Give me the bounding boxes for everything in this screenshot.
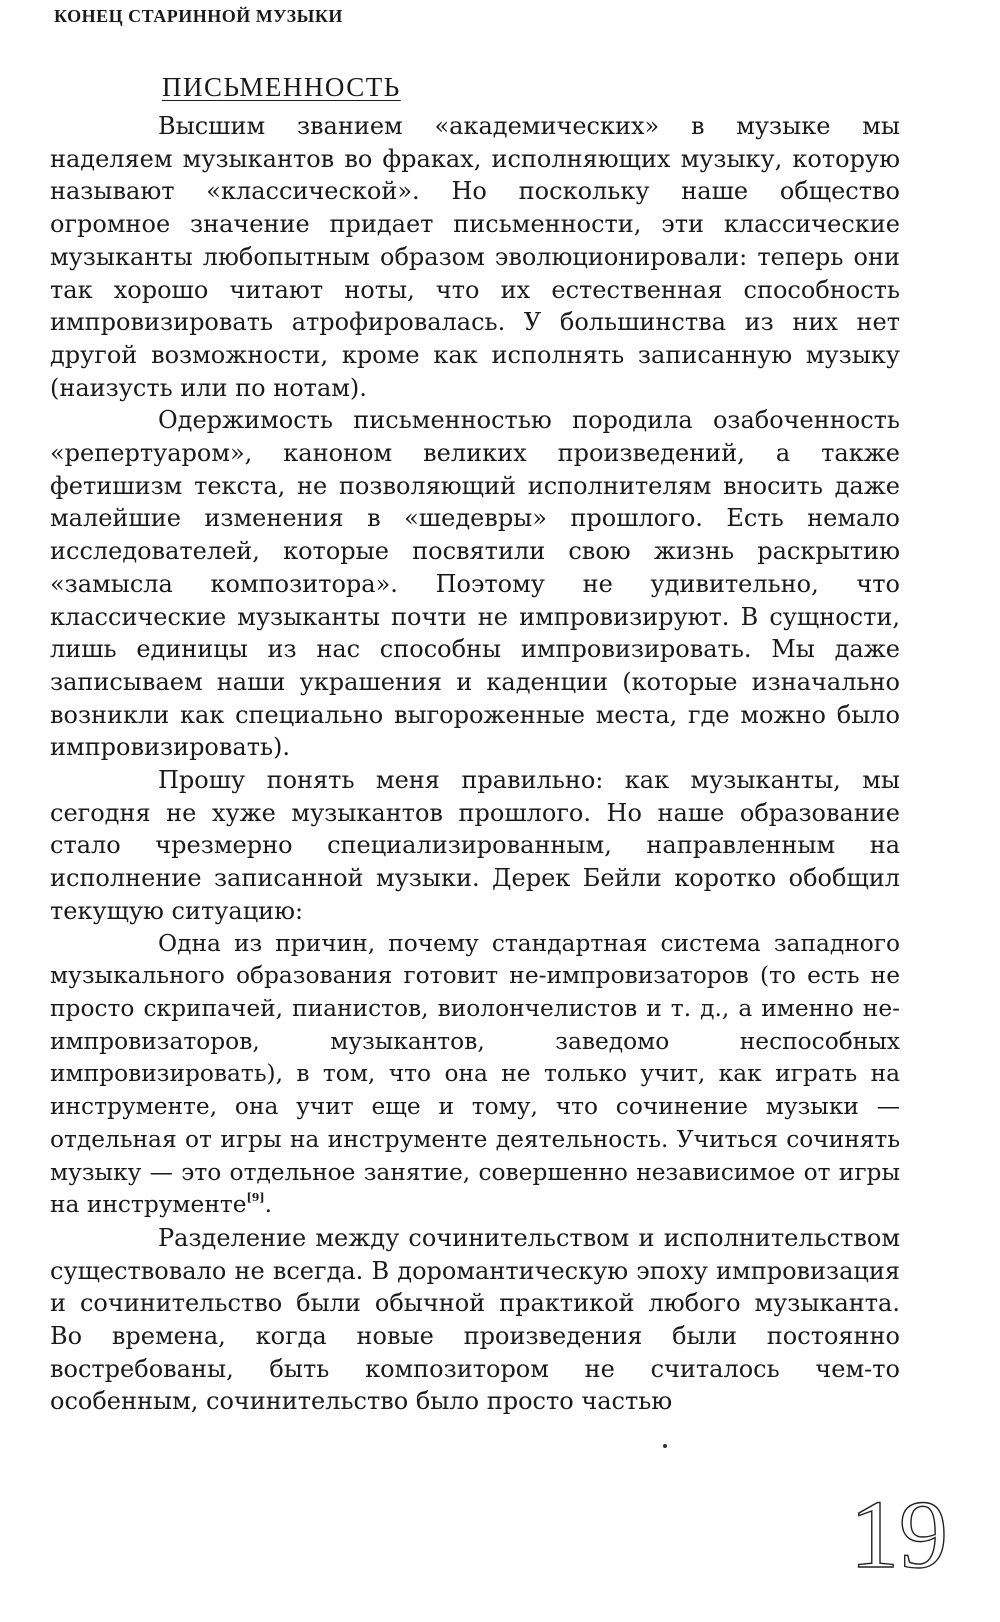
page-number: 19 xyxy=(850,1481,948,1589)
paragraph-4: Разделение между сочинительством и исполнительством существовало не всегда. В доромантическую эпоху импровизация и сочинительство были обычной практикой любого музыканта. Во времена, когда новые произведения были постоянно востребованы, быть композитором не считалось чем-то особенным, сочинительство было просто частью xyxy=(50,1223,900,1416)
quote-text: Одна из причин, почему стандартная система западного музыкального образования готовит не-импровизаторов (то есть не просто скрипачей, пианистов, виолончелистов и т. д., а именно не-импровизаторов, музыкантов, заведомо неспособных импровизировать), в том, что она не только учит, как играть на инструменте, она учит еще и тому, что сочинение музыки — отдельная от игры на инструменте деятельность. Учиться сочинять музыку — это отдельное занятие, совершенно независимое от игры на инструменте xyxy=(50,929,900,1219)
running-head: КОНЕЦ СТАРИННОЙ МУЗЫКИ xyxy=(54,6,343,26)
body-text xyxy=(50,110,900,1418)
paragraph-2: Одержимость письменностью породила озабоченность «репертуаром», каноном великих произведений, а также фетишизм текста, не позволяющий исполнителям вносить даже малейшие изменения в «шедевры» прошлого. Есть немало исследователей, которые посвятили свою жизнь раскрытию «замысла композитора». Поэтому не удивительно, что классические музыканты почти не импровизируют. В сущности, лишь единицы из нас способны импровизировать. Мы даже записываем наши украшения и каденции (которые изначально возникли как специально выгороженные места, где можно было импровизировать). xyxy=(50,406,900,762)
section-title: ПИСЬМЕННОСТЬ xyxy=(162,72,401,102)
block-quote xyxy=(50,928,900,1222)
quote-end: . xyxy=(264,1191,273,1219)
paragraph-3: Прошу понять меня правильно: как музыканты, мы сегодня не хуже музыкантов прошлого. Но наше образование стало чрезмерно специализированным, направленным на исполнение записанной музыки. Дерек Бейли коротко обобщил текущую ситуацию: xyxy=(50,766,900,925)
speck-mark xyxy=(663,1444,667,1448)
paragraph-1: Высшим званием «академических» в музыке мы наделяем музыкантов во фраках, исполняющих музыку, которую называют «классической». Но поскольку наше общество огромное значение придает письменности, эти классические музыканты любопытным образом эволюционировали: теперь они так хорошо читают ноты, что их естественная способность импровизировать атрофировалась. У большинства из них нет другой возможности, кроме как исполнять записанную музыку (наизусть или по нотам). xyxy=(50,112,900,402)
footnote-reference[interactable]: [9] xyxy=(246,1191,265,1205)
